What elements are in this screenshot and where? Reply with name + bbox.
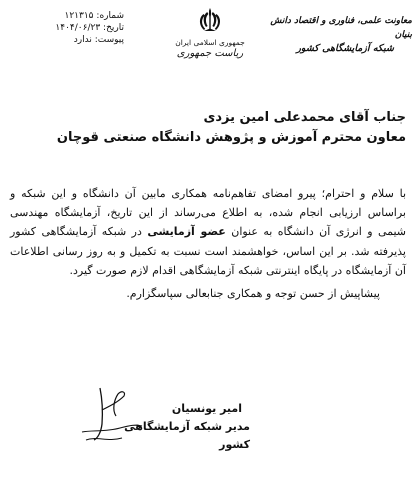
presidency-line2: ریاست جمهوری — [176, 48, 244, 59]
letter-body — [10, 184, 406, 303]
letter-paragraph — [10, 184, 406, 280]
letter-text-after-bold: در شبکه آزمایشگاهی کشور پذیرفته شد. بر این اساس، خواهشمند است نسبت به تکمیل و به روز رسانی اطلاعات آن آزمایشگاه در پایگاه اینترنتی شبکه آزمایشگاهی اقدام لازم صورت گیرد. — [10, 225, 406, 277]
letter-number-row — [14, 10, 124, 22]
organization-deputy: معاونت علمی، فناوری و اقتصاد دانش بنیان — [270, 16, 412, 40]
letter-date-row — [14, 22, 124, 34]
recipient-title: معاون محترم آموزش و پژوهش دانشگاه صنعتی قوچان — [56, 130, 406, 145]
signature-block — [100, 400, 250, 454]
presidency-header — [160, 6, 260, 60]
letter-number-value: ۱۲۱۳۱۵ — [64, 11, 94, 21]
recipient-name: جناب آقای محمدعلی امین یزدی — [203, 110, 406, 125]
letter-bold-phrase: عضو آزمایشی — [147, 225, 226, 239]
letter-attachment-value: ندارد — [73, 35, 92, 45]
letter-date-value: ۱۴۰۴/۰۶/۲۳ — [55, 23, 101, 33]
iran-emblem-icon — [195, 6, 225, 36]
letter-closing: پیشاپیش از حسن توجه و همکاری جنابعالی سپاسگزارم. — [126, 287, 380, 301]
organization-network: شبکه آزمایشگاهی کشور — [296, 43, 394, 54]
signer-role: مدیر شبکه آزمایشگاهی کشور — [124, 420, 250, 451]
letter-attachment-row — [14, 34, 124, 46]
letter-date-label: تاریخ: — [103, 23, 124, 33]
signer-name: امیر یونسیان — [171, 402, 242, 415]
letter-meta — [14, 10, 124, 46]
letter-number-label: شماره: — [96, 11, 124, 21]
presidency-line1: جمهوری اسلامی ایران — [175, 38, 245, 47]
organization-header — [252, 14, 412, 56]
recipient-block — [26, 108, 406, 148]
letter-attachment-label: پیوست: — [94, 35, 124, 45]
letter-text-before-bold: با سلام و احترام؛ پیرو امضای تفاهم‌نامه همکاری مابین آن دانشگاه و این شبکه و براساس ارزیابی انجام شده، به اطلاع می‌رساند از این تاریخ، آزمایشگاه مهندسی شیمی و انرژی آن دانشگاه به عنوان — [10, 187, 407, 239]
